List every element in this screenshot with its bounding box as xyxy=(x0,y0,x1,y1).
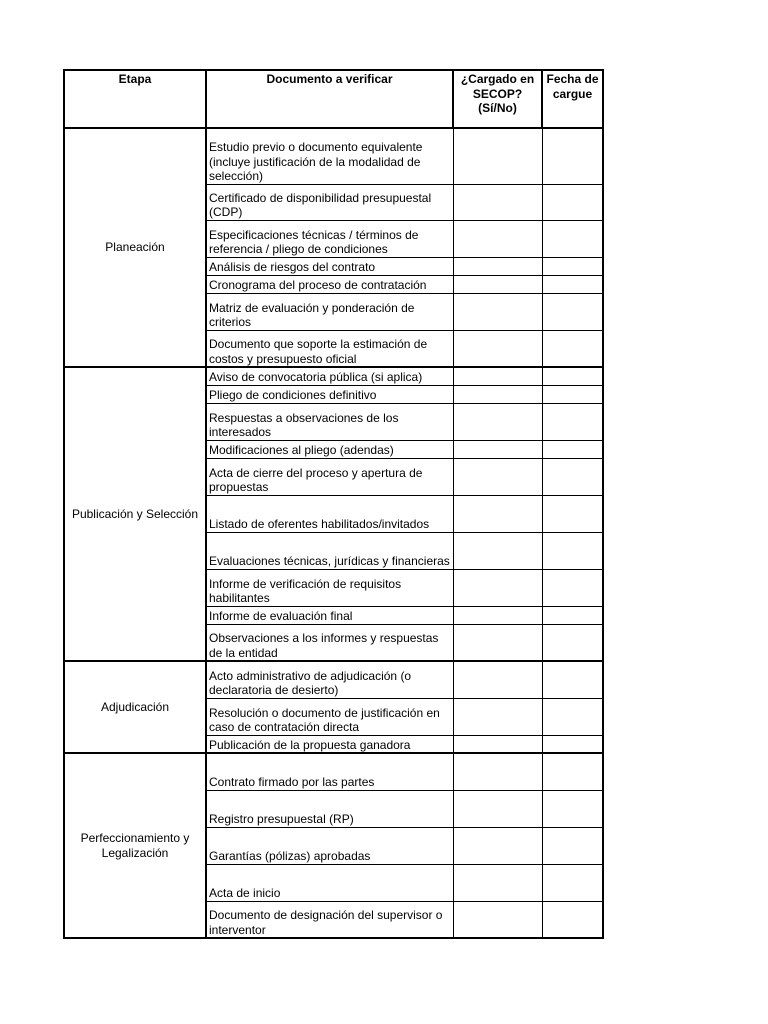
upload-date-cell[interactable] xyxy=(542,901,603,938)
upload-date-cell[interactable] xyxy=(542,569,603,606)
upload-date-cell[interactable] xyxy=(542,220,603,257)
document-cell: Documento que soporte la estimación de costos y presupuesto oficial xyxy=(206,330,453,367)
uploaded-cell[interactable] xyxy=(453,753,542,790)
uploaded-cell[interactable] xyxy=(453,864,542,901)
table-row xyxy=(64,753,603,790)
uploaded-cell[interactable] xyxy=(453,440,542,458)
uploaded-cell[interactable] xyxy=(453,569,542,606)
uploaded-cell[interactable] xyxy=(453,790,542,827)
uploaded-cell[interactable] xyxy=(453,606,542,624)
table-row xyxy=(64,367,603,385)
upload-date-cell[interactable] xyxy=(542,330,603,367)
uploaded-cell[interactable] xyxy=(453,661,542,698)
uploaded-cell[interactable] xyxy=(453,128,542,184)
upload-date-cell[interactable] xyxy=(542,184,603,220)
document-cell: Matriz de evaluación y ponderación de criterios xyxy=(206,293,453,330)
document-cell: Contrato firmado por las partes xyxy=(206,753,453,790)
header-date: Fecha de cargue xyxy=(542,70,603,128)
document-cell: Certificado de disponibilidad presupuestal (CDP) xyxy=(206,184,453,220)
verification-table xyxy=(63,69,604,939)
document-cell: Estudio previo o documento equivalente (incluye justificación de la modalidad de selección) xyxy=(206,128,453,184)
document-cell: Acto administrativo de adjudicación (o declaratoria de desierto) xyxy=(206,661,453,698)
upload-date-cell[interactable] xyxy=(542,864,603,901)
upload-date-cell[interactable] xyxy=(542,293,603,330)
uploaded-cell[interactable] xyxy=(453,385,542,403)
upload-date-cell[interactable] xyxy=(542,385,603,403)
upload-date-cell[interactable] xyxy=(542,624,603,661)
uploaded-cell[interactable] xyxy=(453,330,542,367)
document-cell: Registro presupuestal (RP) xyxy=(206,790,453,827)
upload-date-cell[interactable] xyxy=(542,257,603,275)
document-cell: Resolución o documento de justificación en caso de contratación directa xyxy=(206,698,453,735)
document-cell: Publicación de la propuesta ganadora xyxy=(206,735,453,753)
document-cell: Evaluaciones técnicas, jurídicas y financieras xyxy=(206,532,453,569)
document-cell: Especificaciones técnicas / términos de referencia / pliego de condiciones xyxy=(206,220,453,257)
uploaded-cell[interactable] xyxy=(453,458,542,495)
upload-date-cell[interactable] xyxy=(542,458,603,495)
uploaded-cell[interactable] xyxy=(453,827,542,864)
stage-cell: Adjudicación xyxy=(64,661,206,753)
document-cell: Respuestas a observaciones de los interesados xyxy=(206,403,453,440)
uploaded-cell[interactable] xyxy=(453,257,542,275)
upload-date-cell[interactable] xyxy=(542,275,603,293)
stage-cell: Publicación y Selección xyxy=(64,367,206,661)
upload-date-cell[interactable] xyxy=(542,403,603,440)
header-document: Documento a verificar xyxy=(206,70,453,128)
table-row xyxy=(64,661,603,698)
uploaded-cell[interactable] xyxy=(453,698,542,735)
upload-date-cell[interactable] xyxy=(542,698,603,735)
upload-date-cell[interactable] xyxy=(542,440,603,458)
document-cell: Modificaciones al pliego (adendas) xyxy=(206,440,453,458)
uploaded-cell[interactable] xyxy=(453,735,542,753)
uploaded-cell[interactable] xyxy=(453,293,542,330)
document-cell: Acta de inicio xyxy=(206,864,453,901)
upload-date-cell[interactable] xyxy=(542,367,603,385)
document-cell: Análisis de riesgos del contrato xyxy=(206,257,453,275)
document-cell: Observaciones a los informes y respuestas de la entidad xyxy=(206,624,453,661)
uploaded-cell[interactable] xyxy=(453,495,542,532)
document-cell: Informe de evaluación final xyxy=(206,606,453,624)
document-cell: Acta de cierre del proceso y apertura de propuestas xyxy=(206,458,453,495)
upload-date-cell[interactable] xyxy=(542,661,603,698)
uploaded-cell[interactable] xyxy=(453,624,542,661)
upload-date-cell[interactable] xyxy=(542,735,603,753)
stage-cell: Perfeccionamiento y Legalización xyxy=(64,753,206,938)
upload-date-cell[interactable] xyxy=(542,128,603,184)
uploaded-cell[interactable] xyxy=(453,403,542,440)
header-uploaded: ¿Cargado en SECOP? (Sí/No) xyxy=(453,70,542,128)
upload-date-cell[interactable] xyxy=(542,606,603,624)
document-cell: Informe de verificación de requisitos habilitantes xyxy=(206,569,453,606)
upload-date-cell[interactable] xyxy=(542,827,603,864)
uploaded-cell[interactable] xyxy=(453,532,542,569)
upload-date-cell[interactable] xyxy=(542,532,603,569)
document-cell: Garantías (pólizas) aprobadas xyxy=(206,827,453,864)
document-cell: Cronograma del proceso de contratación xyxy=(206,275,453,293)
document-cell: Documento de designación del supervisor o interventor xyxy=(206,901,453,938)
uploaded-cell[interactable] xyxy=(453,901,542,938)
document-cell: Aviso de convocatoria pública (si aplica) xyxy=(206,367,453,385)
table-row xyxy=(64,128,603,184)
uploaded-cell[interactable] xyxy=(453,367,542,385)
document-cell: Pliego de condiciones definitivo xyxy=(206,385,453,403)
document-cell: Listado de oferentes habilitados/invitados xyxy=(206,495,453,532)
header-row xyxy=(64,70,603,128)
header-stage: Etapa xyxy=(64,70,206,128)
upload-date-cell[interactable] xyxy=(542,753,603,790)
upload-date-cell[interactable] xyxy=(542,790,603,827)
uploaded-cell[interactable] xyxy=(453,220,542,257)
stage-cell: Planeación xyxy=(64,128,206,367)
uploaded-cell[interactable] xyxy=(453,275,542,293)
uploaded-cell[interactable] xyxy=(453,184,542,220)
upload-date-cell[interactable] xyxy=(542,495,603,532)
